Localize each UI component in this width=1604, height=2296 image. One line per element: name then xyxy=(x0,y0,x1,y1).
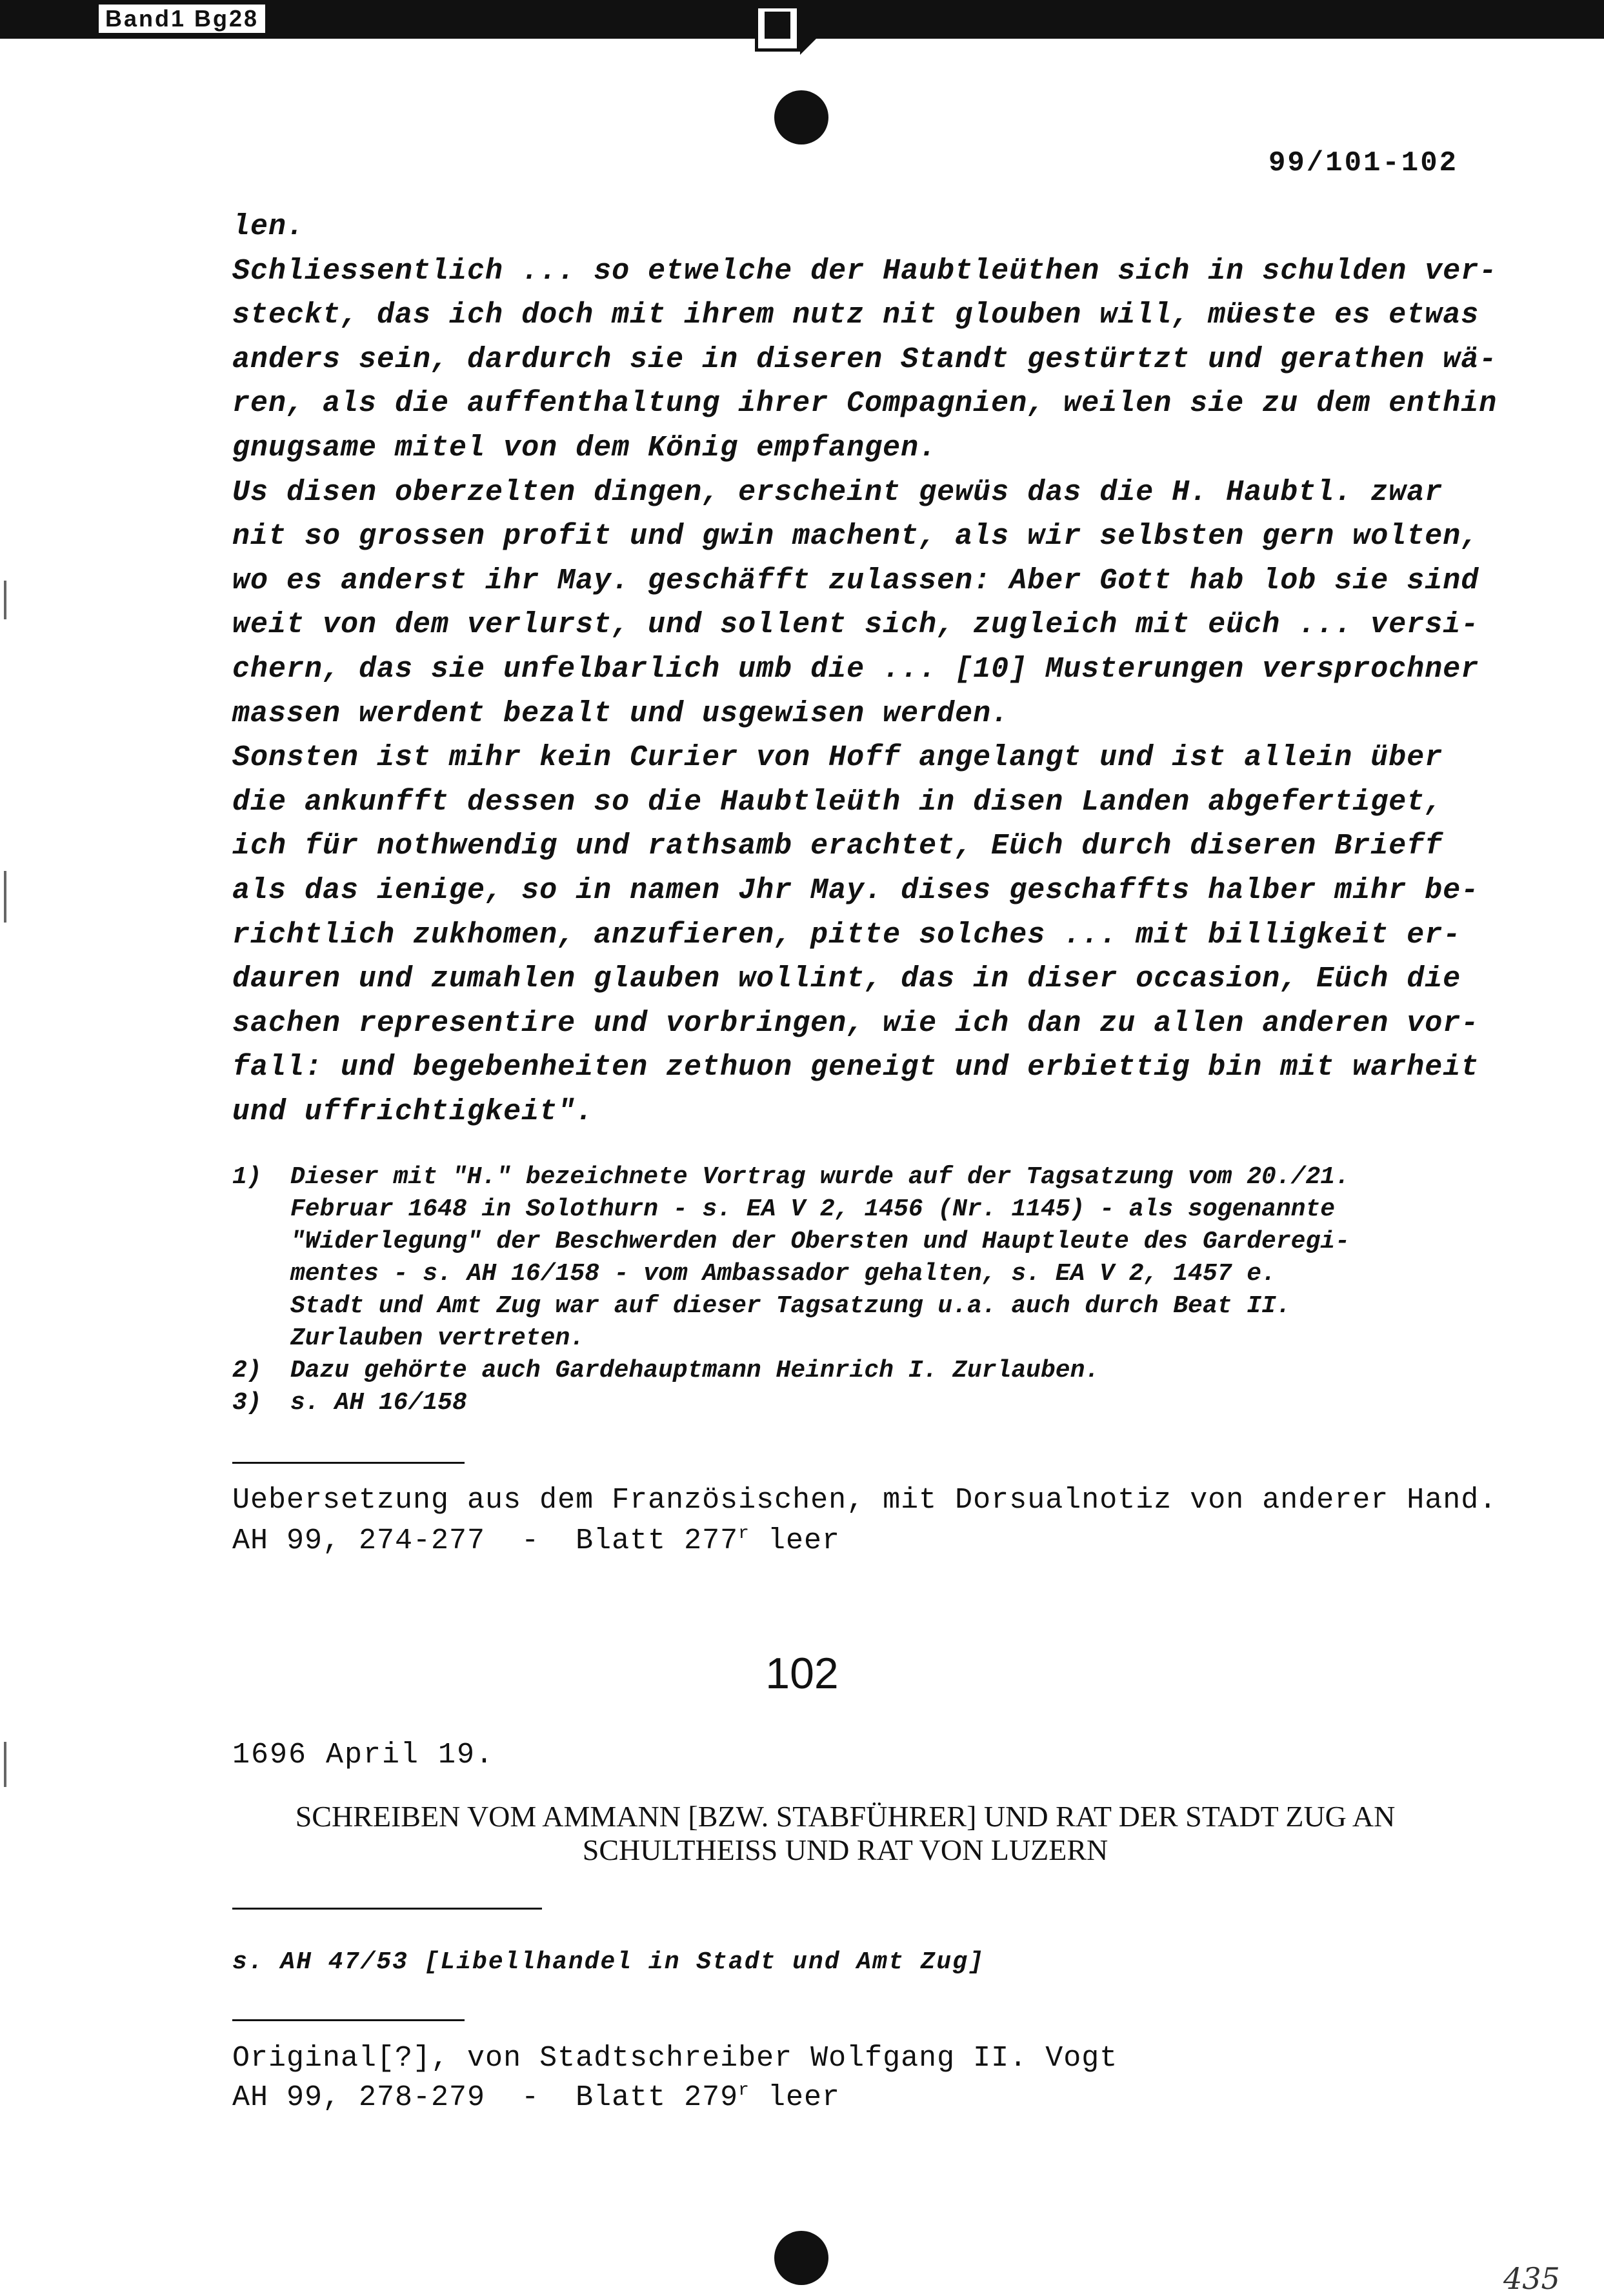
edge-mark xyxy=(4,581,6,619)
body-line: nit so grossen profit und gwin machent, als wir selbsten gern wolten, xyxy=(232,520,1479,554)
body-line: und uffrichtigkeit". xyxy=(232,1095,594,1128)
body-line: ren, als die auffenthaltung ihrer Compagnien, weilen sie zu dem enthin xyxy=(232,387,1498,421)
footnote xyxy=(232,1355,1458,1387)
heading-line2: SCHULTHEISS UND RAT VON LUZERN xyxy=(582,1833,1108,1866)
separator-rule xyxy=(232,2019,465,2021)
body-line: richtlich zukhomen, anzufieren, pitte solches ... mit billigkeit er- xyxy=(232,918,1461,952)
footnote-text: s. AH 16/158 xyxy=(290,1389,467,1417)
footnote-number: 1) xyxy=(232,1163,262,1191)
separator-rule xyxy=(232,1462,465,1464)
body-line: als das ienige, so in namen Jhr May. dises geschaffts halber mihr be- xyxy=(232,873,1479,907)
body-line: steckt, das ich doch mit ihrem nutz nit glouben will, müeste es etwas xyxy=(232,299,1479,332)
registration-box-fill xyxy=(765,12,790,39)
body-line: ich für nothwendig und rathsamb erachtet, Eüch durch diseren Brieff xyxy=(232,830,1443,863)
separator-rule xyxy=(232,1908,542,1910)
sheet-tag: Band1 Bg28 xyxy=(97,3,267,35)
registration-notch xyxy=(800,35,819,55)
recto-superscript: r xyxy=(738,2081,750,2101)
body-line: chern, das sie unfelbarlich umb die ... [10] Musterungen versprochner xyxy=(232,652,1479,686)
footnote-text: Dazu gehörte auch Gardehauptmann Heinrich I. Zurlauben. xyxy=(290,1357,1100,1384)
letter-body-text xyxy=(232,205,1498,1134)
body-line: Sonsten ist mihr kein Curier von Hoff angelangt und ist allein über xyxy=(232,741,1443,775)
document-number: 102 xyxy=(765,1649,839,1698)
body-line: wo es anderst ihr May. geschäfft zulassen: Aber Gott hab lob sie sind xyxy=(232,564,1479,597)
edge-mark xyxy=(4,871,6,923)
body-line: len. xyxy=(232,210,305,243)
body-line: anders sein, dardurch sie in diseren Standt gestürtzt und gerathen wä- xyxy=(232,343,1498,376)
body-line: massen werdent bezalt und usgewisen werden. xyxy=(232,697,1010,730)
footnotes xyxy=(232,1161,1458,1419)
body-line: weit von dem verlurst, und sollent sich, zugleich mit eüch ... versi- xyxy=(232,608,1479,642)
document-date: 1696 April 19. xyxy=(232,1739,495,1772)
page-reference: 99/101-102 xyxy=(1268,147,1458,179)
source-note-line1: Uebersetzung aus dem Französischen, mit Dorsualnotiz von anderer Hand. xyxy=(232,1484,1498,1517)
body-line: sachen representire und vorbringen, wie ich dan zu allen anderen vor- xyxy=(232,1006,1479,1040)
registration-dot-top xyxy=(774,90,828,145)
source-note-line2: AH 99, 278-279 - Blatt 279$^r$ leer xyxy=(232,2081,840,2114)
recto-superscript: r xyxy=(738,1524,750,1544)
heading-line1: SCHREIBEN VOM AMMANN [BZW. STABFÜHRER] UND RAT DER STADT ZUG AN xyxy=(295,1800,1396,1833)
footnote xyxy=(232,1161,1458,1355)
source-note-line1: Original[?], von Stadtschreiber Wolfgang II. Vogt xyxy=(232,2042,1118,2075)
document-heading xyxy=(232,1800,1458,1867)
footnote xyxy=(232,1387,1458,1419)
body-line: gnugsame mitel von dem König empfangen. xyxy=(232,431,937,464)
footnote-number: 3) xyxy=(232,1389,262,1417)
body-line: dauren und zumahlen glauben wollint, das in diser occasion, Eüch die xyxy=(232,963,1461,996)
registration-dot-bottom xyxy=(774,2231,828,2285)
body-line: fall: und begebenheiten zethuon geneigt und erbiettig bin mit warheit xyxy=(232,1051,1479,1084)
footnote-number: 2) xyxy=(232,1357,262,1384)
body-line: Schliessentlich ... so etwelche der Haubtleüthen sich in schulden ver- xyxy=(232,254,1498,288)
footnote-text: Dieser mit "H." bezeichnete Vortrag wurde auf der Tagsatzung vom 20./21. Februar 1648 in Solothurn - s. EA V 2, 1456 (Nr. 1145) - als sogenannte "Widerlegung" der Beschwerden der Obersten und Hauptleute des Garderegi- mentes - s. AH 16/158 - vom Ambassador gehalten, s. EA V 2, 1457 e. Stadt und Amt Zug war auf dieser Tagsatzung u.a. auch durch Beat II. Zurlauben vertreten. xyxy=(290,1163,1350,1352)
handwritten-page-number: 435 xyxy=(1503,2261,1560,2296)
source-note-line2: AH 99, 274-277 - Blatt 277$^r$ leer xyxy=(232,1524,840,1557)
body-line: Us disen oberzelten dingen, erscheint gewüs das die H. Haubtl. zwar xyxy=(232,475,1443,509)
body-line: die ankunfft dessen so die Haubtleüth in disen Landen abgefertiget, xyxy=(232,785,1443,819)
reference-note: s. AH 47/53 [Libellhandel in Stadt und Amt Zug] xyxy=(232,1948,985,1976)
edge-mark xyxy=(4,1742,6,1787)
